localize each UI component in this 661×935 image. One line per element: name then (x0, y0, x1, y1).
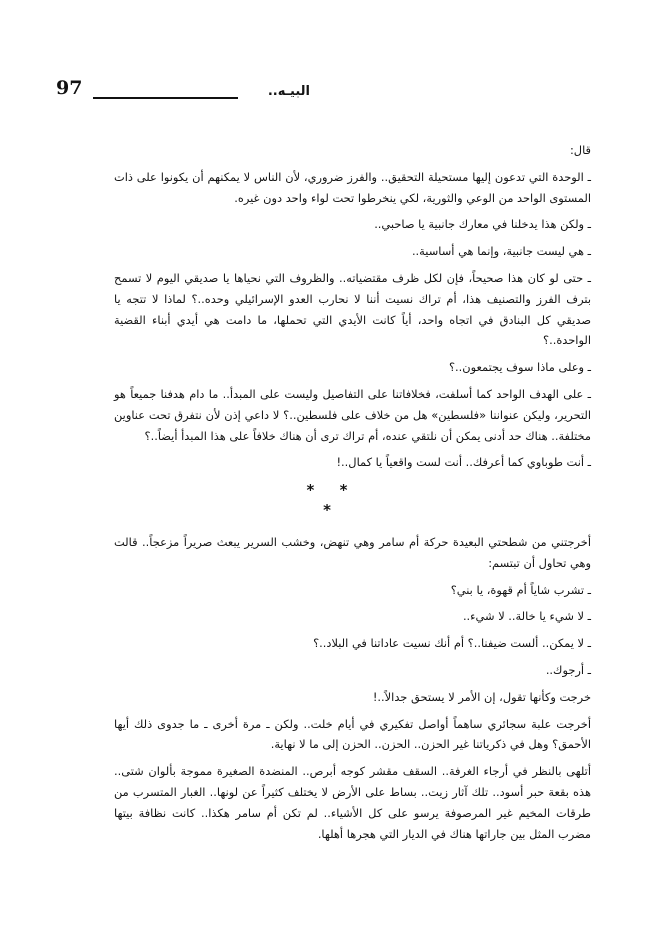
paragraph: ـ ولكن هذا يدخلنا في معارك جانبية يا صاحبي.. (374, 217, 591, 232)
narrative-section (114, 532, 591, 844)
page-number: 97 (56, 77, 83, 99)
paragraph: أخرجت علبة سجائري ساهماً أواصل تفكيري في أيام خلت.. ولكن ـ مرة أخرى ـ ما جدوى ذلك أيها الأحمق؟ وهل في ذكرياتنا غير الحزن.. الحزن.. الحزن إلى ما لا نهاية. (114, 716, 591, 752)
paragraph: ـ لا شيء يا خالة.. لا شيء.. (462, 609, 591, 624)
paragraph: ـ حتى لو كان هذا صحيحاً، فإن لكل ظرف مقتضياته.. والظروف التي نحياها يا صديقي اليوم لا تسمح بترف الفرز والتصنيف هذا، أم تراك نسيت أننا لا نحارب العدو الإسرائيلي وحده..؟ لماذا لا تتجه يا صديقي كل البنادق في اتجاه واحد، أياً كانت الأيدي التي تحملها، ما دامت هي أيدي أبناء القضية الواحدة..؟ (114, 270, 591, 348)
dialogue-section (114, 140, 591, 473)
section-separator: * * * (306, 481, 358, 519)
paragraph: أخرجتني من شطحتي البعيدة حركة أم سامر وهي تنهض، وخشب السرير يبعث صريراً مزعجاً.. قالت وهي تحاول أن تبتسم: (114, 535, 591, 570)
paragraph: قال: (569, 143, 591, 157)
paragraph: ـ لا يمكن.. ألست ضيفنا..؟ أم أنك نسيت عاداتنا في البلاد..؟ (313, 636, 591, 651)
paragraph: أتلهى بالنظر في أرجاء الغرفة.. السقف مقشر كوجه أبرص.. المنضدة الصغيرة مموجة بألوان شتى.. هذه بقعة حبر أسود.. تلك آثار زيت.. بساط على الأرض لا يختلف كثيراً عن لونها.. الغبار المتسرب من طرقات المخيم غير المرصوفة يرسو على كل الأشياء.. لم تكن أم سامر هكذا.. كانت نظافة بيتها مضرب المثل بين جاراتها هناك في الديار التي هجرها أهلها. (114, 764, 591, 841)
paragraph: ـ وعلى ماذا سوف يجتمعون..؟ (448, 360, 591, 375)
paragraph: ـ أرجوك.. (545, 662, 591, 677)
paragraph: خرجت وكأنها تقول، إن الأمر لا يستحق جدالاً..! (372, 689, 591, 704)
paragraph: ـ على الهدف الواحد كما أسلفت، فخلافاتنا على التفاصيل وليست على المبدأ.. ما دام هدفنا جميعاً هو التحرير، وليكن عنواننا «فلسطين» هل من خلاف على فلسطين..؟ لا داعي إذن لأن نتفرق تحت عناوين مختلفة.. هناك حد أدنى يمكن أن نلتقي عنده، أم تراك ترى أن هناك خلافاً على هذا المبدأ أيضاً..؟ (114, 386, 591, 443)
running-title: البيـه.. (267, 84, 310, 99)
paragraph: ـ تشرب شاياً أم قهوة، يا بني؟ (450, 582, 591, 597)
paragraph: ـ أنت طوباوي كما أعرفك.. أنت لست واقعياً يا كمال..! (336, 455, 591, 470)
paragraph: ـ هي ليست جانبية، وإنما هي أساسية.. (411, 244, 591, 259)
paragraph: ـ الوحدة التي تدعون إليها مستحيلة التحقيق.. والفرز ضروري، لأن الناس لا يمكنهم أن يكونوا على ذات المستوى الواحد من الوعي والثورية، لكي ينخرطوا تحت لواء واحد دون غيره. (114, 169, 591, 205)
header-rule (93, 97, 238, 99)
